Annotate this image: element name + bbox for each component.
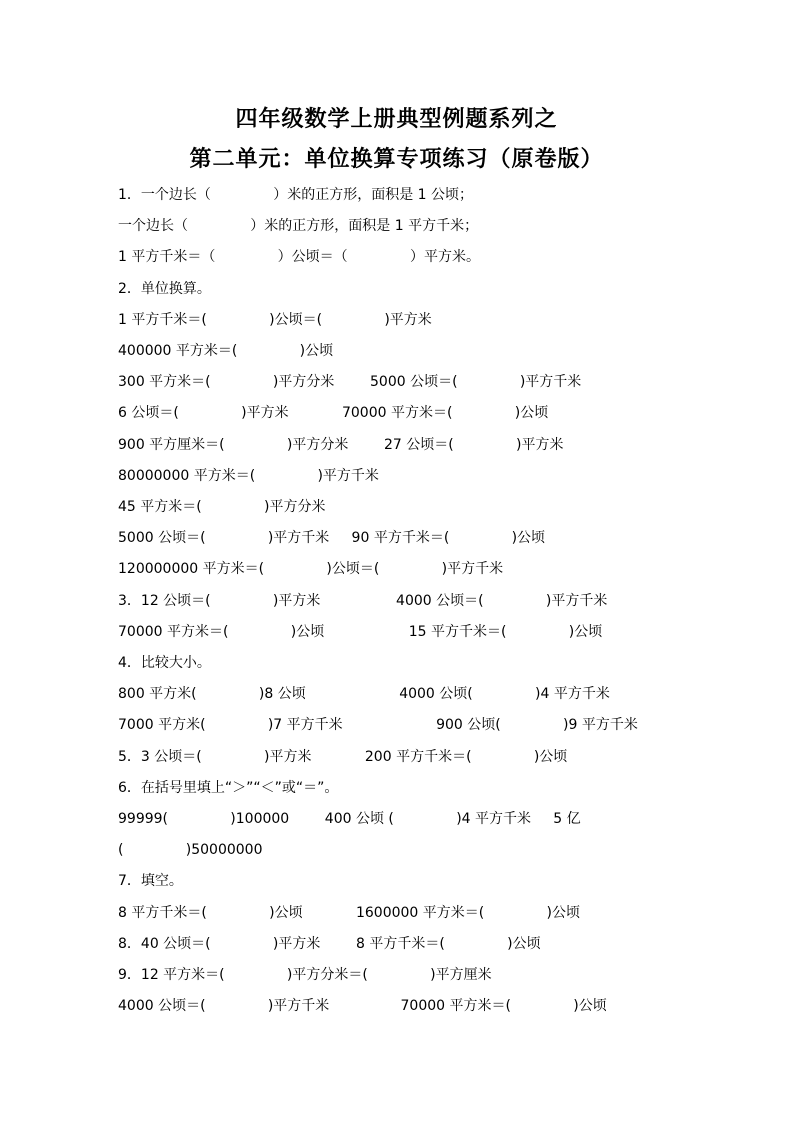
exercise-line: 120000000 平方米＝( )公顷＝( )平方千米 [118,561,504,578]
exercise-line: 6．在括号里填上“＞”“＜”或“＝”。 [118,779,339,796]
exercise-line: 800 平方米( )8 公顷 4000 公顷( )4 平方千米 [118,686,610,703]
exercise-line: 一个边长（ ）米的正方形，面积是 1 平方千米； [118,218,479,235]
exercise-line: 1 平方千米＝( )公顷＝( )平方米 [118,311,432,328]
exercise-line: 7．填空。 [118,873,183,890]
exercise-line: 6 公顷＝( )平方米 70000 平方米＝( )公顷 [118,405,549,422]
exercise-line: 8 平方千米＝( )公顷 1600000 平方米＝( )公顷 [118,904,581,921]
exercise-line: 5000 公顷＝( )平方千米 90 平方千米＝( )公顷 [118,530,546,547]
exercise-line: ( )50000000 [118,842,263,859]
exercise-line: 1 平方千米＝（ ）公顷＝（ ）平方米。 [118,249,480,266]
exercise-line: 2．单位换算。 [118,280,211,297]
exercise-line: 9．12 平方米＝( )平方分米＝( )平方厘米 [118,967,492,983]
exercise-line: 1．一个边长（ ）米的正方形，面积是 1 公顷； [118,187,474,203]
exercise-line: 3．12 公顷＝( )平方米 4000 公顷＝( )平方千米 [118,592,608,609]
document-subtitle: 第二单元：单位换算专项练习（原卷版） [189,147,604,172]
exercise-line: 900 平方厘米＝( )平方分米 27 公顷＝( )平方米 [118,436,564,453]
exercise-line: 300 平方米＝( )平方分米 5000 公顷＝( )平方千米 [118,374,582,391]
exercise-line: 7000 平方米( )7 平方千米 900 公顷( )9 平方千米 [118,717,638,734]
exercise-line: 80000000 平方米＝( )平方千米 [118,467,379,484]
exercise-line: 4000 公顷＝( )平方千米 70000 平方米＝( )公顷 [118,998,607,1015]
exercise-line: 4．比较大小。 [118,655,211,671]
exercise-line: 70000 平方米＝( )公顷 15 平方千米＝( )公顷 [118,623,603,640]
exercise-line: 45 平方米＝( )平方分米 [118,499,326,515]
exercise-line: 400000 平方米＝( )公顷 [118,343,334,359]
document-title: 四年级数学上册典型例题系列之 [235,107,558,132]
exercise-line: 99999( )100000 400 公顷 ( )4 平方千米 5 亿 [118,811,581,827]
exercise-line: 8．40 公顷＝( )平方米 8 平方千米＝( )公顷 [118,935,541,952]
exercise-line: 5．3 公顷＝( )平方米 200 平方千米＝( )公顷 [118,748,568,765]
